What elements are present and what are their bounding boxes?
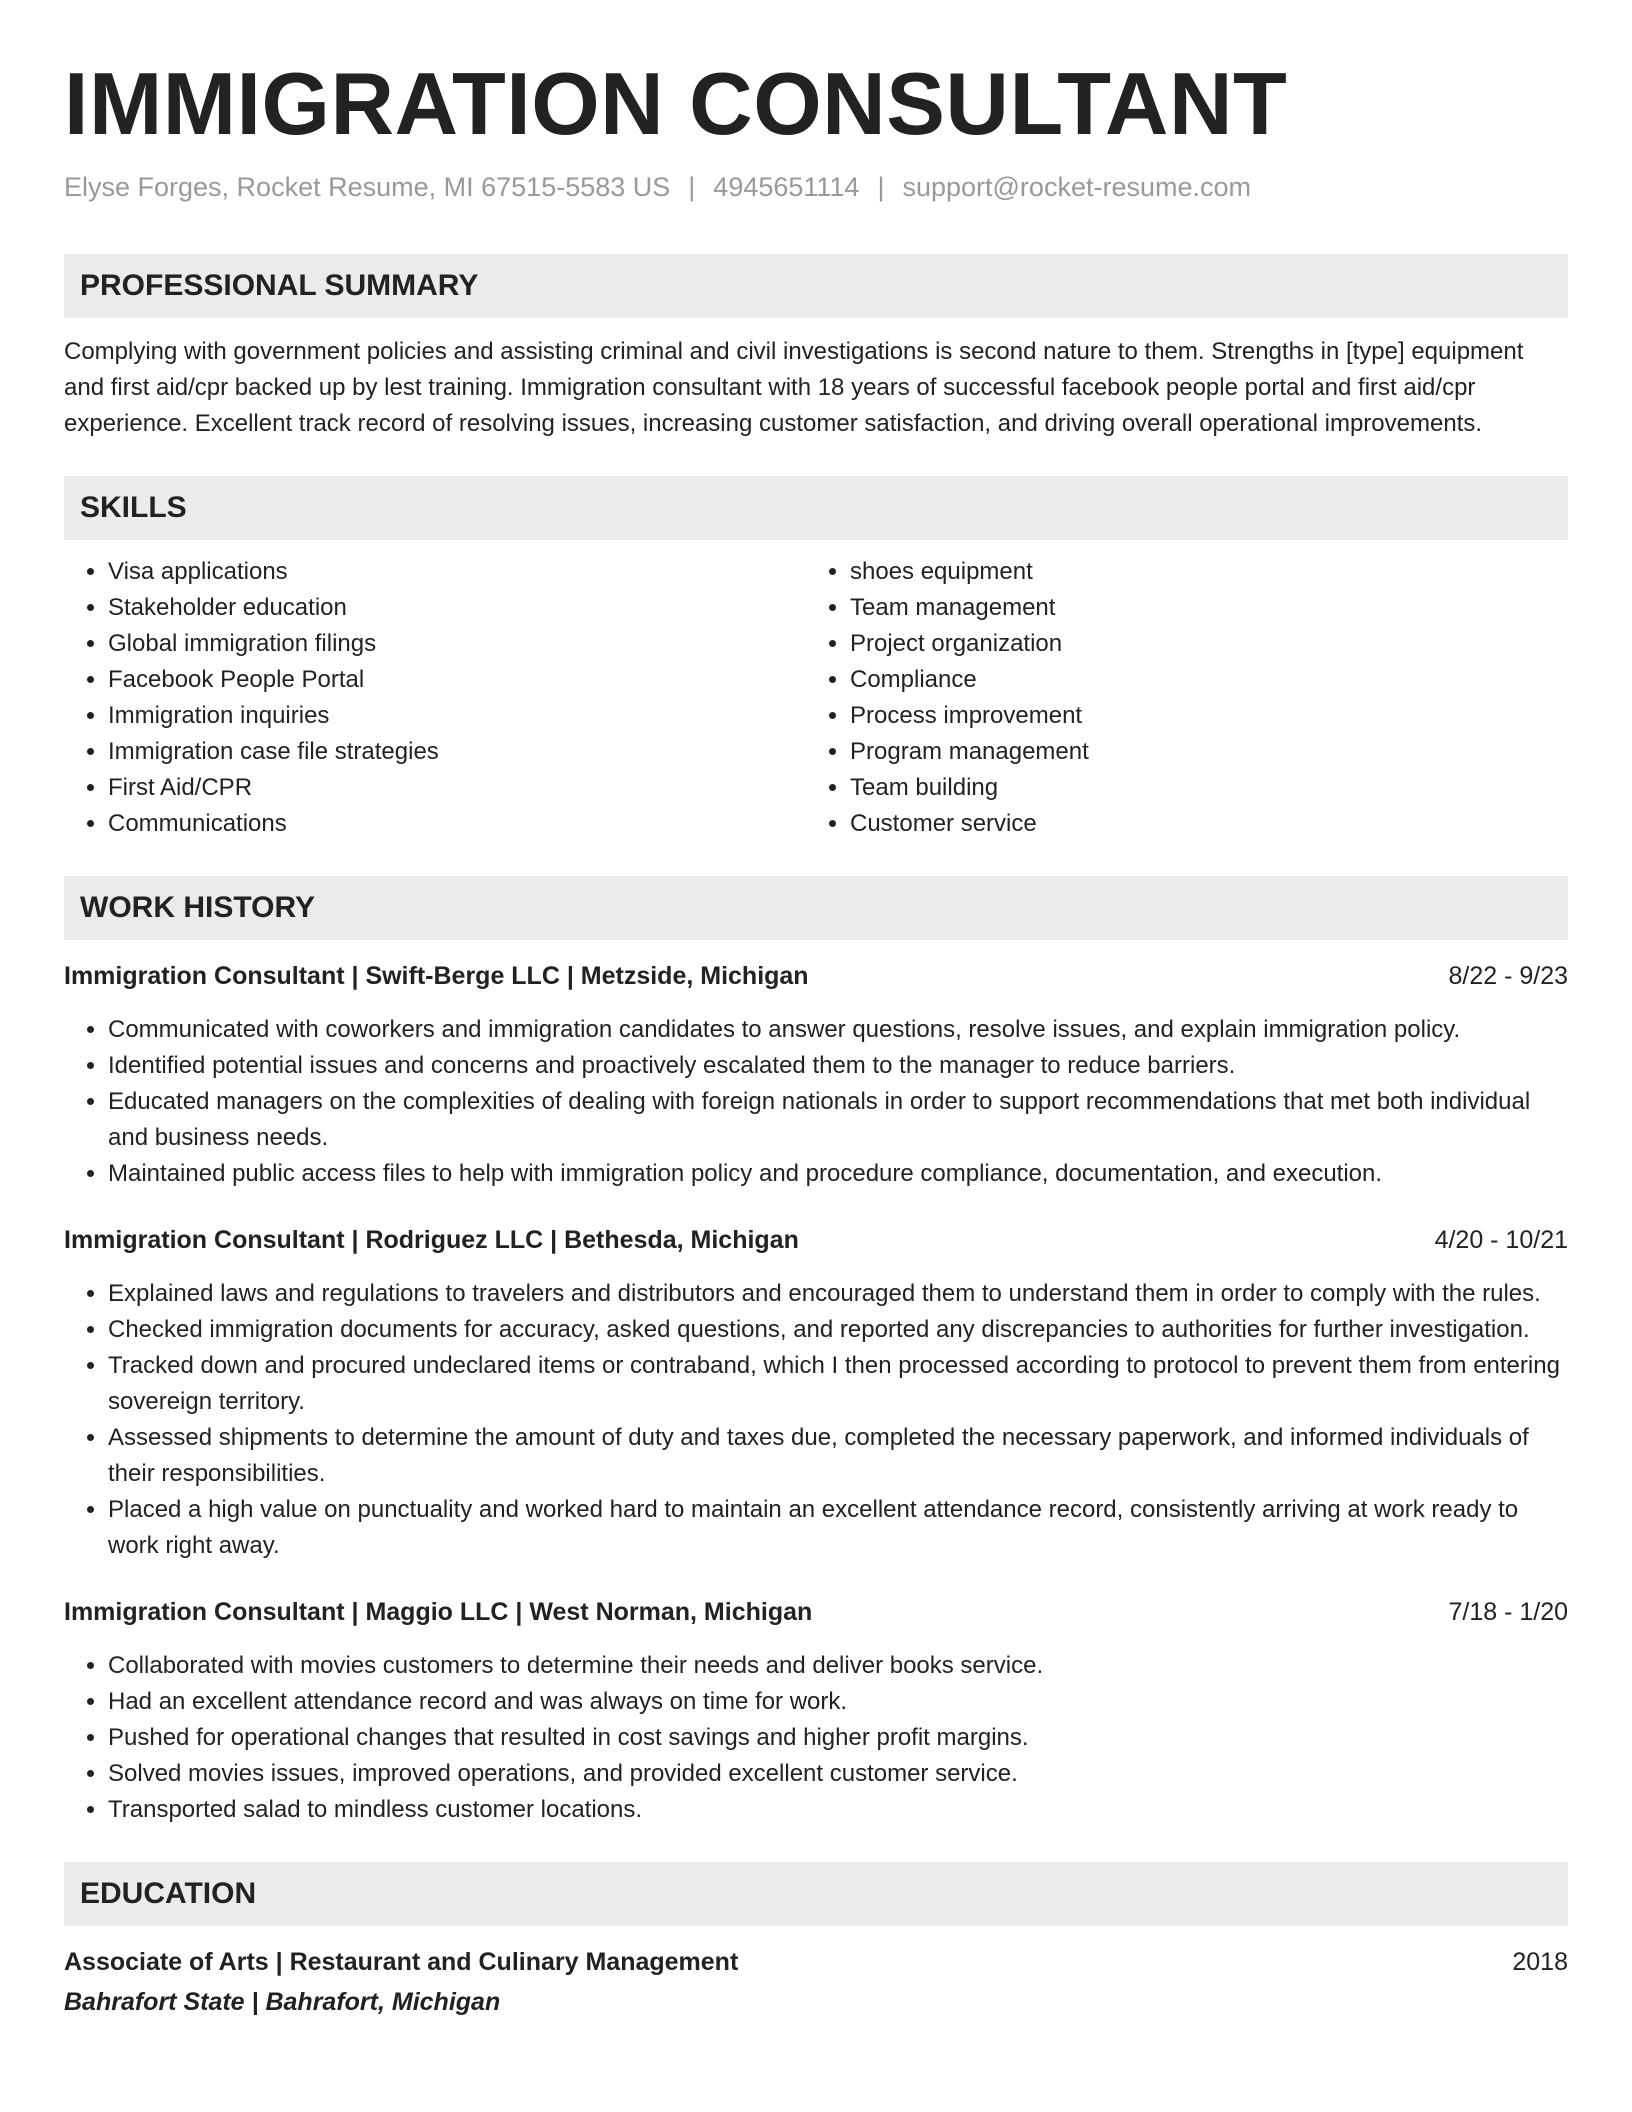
- education-school: Bahrafort State | Bahrafort, Michigan: [64, 1988, 501, 2016]
- job-title: Immigration Consultant | Swift-Berge LLC | Metzside, Michigan: [64, 962, 809, 990]
- skill-item: • Immigration case file strategies: [108, 734, 806, 770]
- skill-item: • Team building: [850, 770, 1548, 806]
- skill-item: • Process improvement: [850, 698, 1548, 734]
- resume-title: IMMIGRATION CONSULTANT: [64, 54, 1288, 153]
- education-heading: EDUCATION: [64, 1862, 1568, 1926]
- job-bullet: • Pushed for operational changes that resulted in cost savings and higher profit margins.: [108, 1720, 1568, 1756]
- education-header: [64, 1944, 1568, 1980]
- contact-address: Elyse Forges, Rocket Resume, MI 67515-5583 US: [64, 172, 671, 202]
- job-header: [64, 1222, 1568, 1258]
- work-heading: WORK HISTORY: [64, 876, 1568, 940]
- job-bullet: • Identified potential issues and concerns and proactively escalated them to the manager to reduce barriers.: [108, 1048, 1568, 1084]
- contact-separator: |: [688, 172, 696, 202]
- job-entry: [64, 958, 1568, 1192]
- job-bullet: • Maintained public access files to help with immigration policy and procedure compliance, documentation, and execution.: [108, 1156, 1568, 1192]
- job-bullet: • Checked immigration documents for accuracy, asked questions, and reported any discrepancies to authorities for further investigation.: [108, 1312, 1568, 1348]
- job-dates: 8/22 - 9/23: [1448, 962, 1568, 990]
- skill-item: • Immigration inquiries: [108, 698, 806, 734]
- job-entry: [64, 1222, 1568, 1564]
- work-history-list: [64, 958, 1568, 1828]
- job-bullets: [64, 1012, 1568, 1192]
- education-degree: Associate of Arts | Restaurant and Culinary Management: [64, 1948, 739, 1976]
- summary-text: Complying with government policies and assisting criminal and civil investigations is second nature to them. Strengths in [type] equipment and first aid/cpr backed up by lest training. Immigration consultant with 18 years of successful facebook people portal and first aid/cpr experience. Excellent track record of resolving issues, increasing customer satisfaction, and driving overall operational improvements.: [64, 338, 1524, 437]
- skill-item: • Compliance: [850, 662, 1548, 698]
- contact-email: support@rocket-resume.com: [902, 172, 1251, 202]
- skills-column-right: [806, 554, 1548, 842]
- contact-separator: |: [877, 172, 885, 202]
- skill-item: • Visa applications: [108, 554, 806, 590]
- skill-item: • Communications: [108, 806, 806, 842]
- job-header: [64, 1594, 1568, 1630]
- job-bullets: [64, 1648, 1568, 1828]
- job-bullet: • Tracked down and procured undeclared items or contraband, which I then processed according to protocol to prevent them from entering sovereign territory.: [108, 1348, 1568, 1420]
- job-bullet: • Solved movies issues, improved operations, and provided excellent customer service.: [108, 1756, 1568, 1792]
- job-title: Immigration Consultant | Maggio LLC | West Norman, Michigan: [64, 1598, 813, 1626]
- job-bullet: • Collaborated with movies customers to determine their needs and deliver books service.: [108, 1648, 1568, 1684]
- job-title: Immigration Consultant | Rodriguez LLC | Bethesda, Michigan: [64, 1226, 799, 1254]
- summary-heading: PROFESSIONAL SUMMARY: [64, 254, 1568, 318]
- skill-item: • Team management: [850, 590, 1548, 626]
- job-entry: [64, 1594, 1568, 1828]
- job-header: [64, 958, 1568, 994]
- skills-grid: [64, 554, 1568, 842]
- education-list: [64, 1944, 1568, 2020]
- skill-item: • Customer service: [850, 806, 1548, 842]
- skill-item: • First Aid/CPR: [108, 770, 806, 806]
- skills-heading: SKILLS: [64, 476, 1568, 540]
- skill-item: • Project organization: [850, 626, 1548, 662]
- job-dates: 7/18 - 1/20: [1448, 1598, 1568, 1626]
- job-bullet: • Had an excellent attendance record and was always on time for work.: [108, 1684, 1568, 1720]
- skill-item: • shoes equipment: [850, 554, 1548, 590]
- job-dates: 4/20 - 10/21: [1434, 1226, 1568, 1254]
- job-bullet: • Communicated with coworkers and immigration candidates to answer questions, resolve issues, and explain immigration policy.: [108, 1012, 1568, 1048]
- job-bullet: • Assessed shipments to determine the amount of duty and taxes due, completed the necessary paperwork, and informed individuals of their responsibilities.: [108, 1420, 1568, 1492]
- skill-item: • Global immigration filings: [108, 626, 806, 662]
- education-year: 2018: [1512, 1948, 1568, 1976]
- job-bullets: [64, 1276, 1568, 1564]
- education-entry: [64, 1944, 1568, 2020]
- skill-item: • Stakeholder education: [108, 590, 806, 626]
- contact-line: [64, 170, 1568, 204]
- job-bullet: • Placed a high value on punctuality and worked hard to maintain an excellent attendance record, consistently arriving at work ready to work right away.: [108, 1492, 1568, 1564]
- skill-item: • Program management: [850, 734, 1548, 770]
- job-bullet: • Transported salad to mindless customer locations.: [108, 1792, 1568, 1828]
- skill-item: • Facebook People Portal: [108, 662, 806, 698]
- skills-column-left: [64, 554, 806, 842]
- job-bullet: • Educated managers on the complexities of dealing with foreign nationals in order to support recommendations that met both individual and business needs.: [108, 1084, 1568, 1156]
- contact-phone: 4945651114: [713, 172, 860, 202]
- job-bullet: • Explained laws and regulations to travelers and distributors and encouraged them to understand them in order to comply with the rules.: [108, 1276, 1568, 1312]
